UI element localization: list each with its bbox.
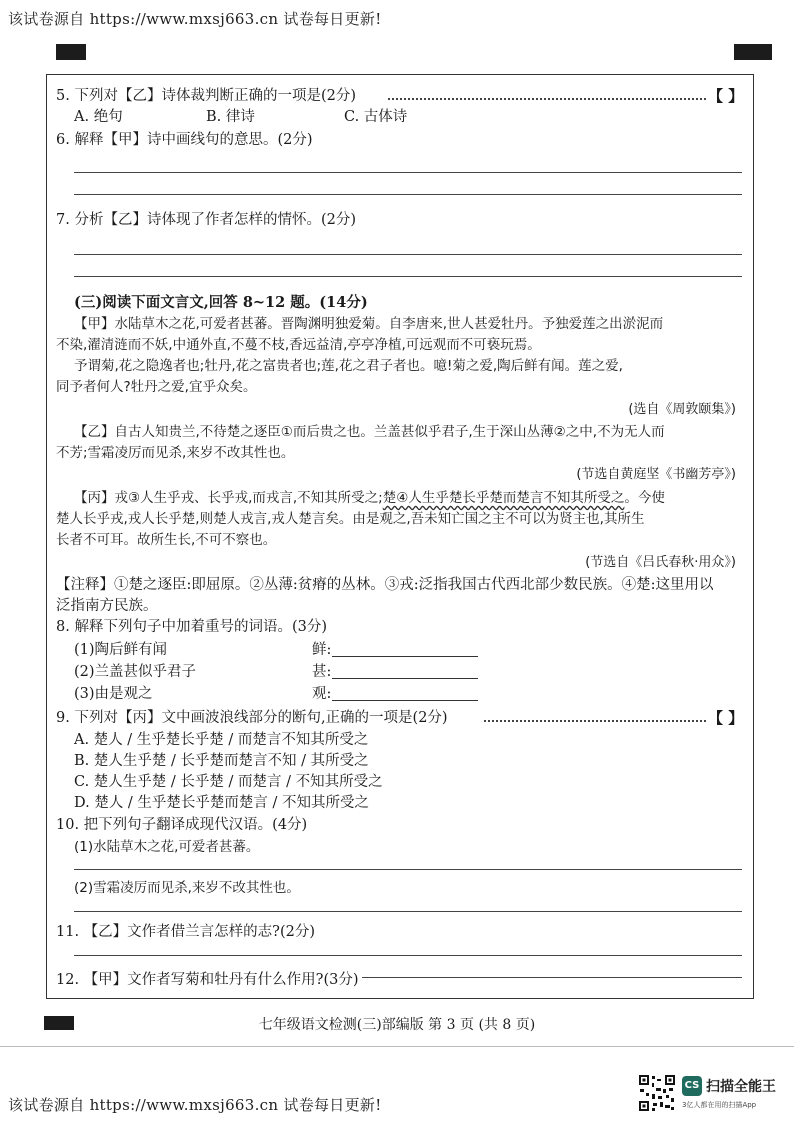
passage-source: (节选自《吕氏春秋·用众》) [585,555,736,570]
passage-jia-line: 同予者何人?牡丹之爱,宜乎众矣。 [56,379,257,395]
question-7: 7. 分析【乙】诗体现了作者怎样的情怀。(2分) [56,212,356,228]
q8-word: 甚: [312,664,332,680]
q9-option: B. 楚人生乎楚 / 长乎楚而楚言不知 / 其所受之 [74,753,369,769]
passage-bing-line: 楚人长乎戎,戎人长乎楚,则楚人戎言,戎人楚言矣。由是观之,吾未知亡国之主不可以为贤主也,其所生 [56,511,645,527]
passage-jia-line: 予谓菊,花之隐逸者也;牡丹,花之富贵者也;莲,花之君子者也。噫!菊之爱,陶后鲜有闻。莲之爱, [74,358,623,374]
q8-word: 观: [312,686,332,702]
answer-line[interactable] [74,955,742,956]
camscanner-logo-icon: CS [682,1076,702,1096]
registration-mark [734,44,772,60]
fill-blank[interactable] [332,678,478,679]
source-banner-bottom: 该试卷源自 https://www.mxsj663.cn 试卷每日更新! [8,1096,382,1114]
notes-line: 【注释】①楚之逐臣:即屈原。②丛薄:贫瘠的丛林。③戎:泛指我国古代西北部少数民族。④楚:这里用以 [56,577,714,593]
question-8: 8. 解释下列句子中加着重号的词语。(3分) [56,619,327,635]
q8-word: 鲜: [312,642,332,658]
q10-sentence: (2)雪霜凌厉而见杀,来岁不改其性也。 [74,880,300,896]
scanner-tagline: 3亿人都在用的扫描App [682,1101,757,1109]
fill-blank[interactable] [332,656,478,657]
page-footer: 七年级语文检测(三)部编版 第 3 页 (共 8 页) [258,1017,536,1033]
answer-line[interactable] [74,276,742,277]
scanner-app-name: 扫描全能王 [706,1079,776,1095]
section-title: (三)阅读下面文言文,回答 8~12 题。(14分) [74,294,368,311]
source-banner-top: 该试卷源自 https://www.mxsj663.cn 试卷每日更新! [8,10,382,28]
wavy-underlined-text: 楚④人生乎楚长乎楚而楚言不知其所受之 [382,490,625,506]
answer-bracket[interactable]: 【 】 [708,709,744,727]
dot-leader [388,98,706,100]
option-a: A. 绝句 [74,109,123,125]
registration-mark [56,44,86,60]
passage-yi-line: 【乙】自古人知贵兰,不待楚之逐臣①而后贵之也。兰盖甚似乎君子,生于深山丛薄②之中,不为无人而 [74,424,665,440]
question-10: 10. 把下列句子翻译成现代汉语。(4分) [56,817,308,833]
passage-bing-text: 【丙】戎③人生乎戎、长乎戎,而戎言,不知其所受之; [74,490,383,506]
passage-jia-line: 【甲】水陆草木之花,可爱者甚蕃。晋陶渊明独爱菊。自李唐来,世人甚爱牡丹。予独爱莲之出淤泥而 [74,316,664,332]
q9-option: A. 楚人 / 生乎楚长乎楚 / 而楚言不知其所受之 [74,732,369,748]
answer-line[interactable] [74,911,742,912]
fill-blank[interactable] [332,700,478,701]
question-6: 6. 解释【甲】诗中画线句的意思。(2分) [56,132,313,148]
passage-jia-line: 不染,濯清涟而不妖,中通外直,不蔓不枝,香远益清,亭亭净植,可远观而不可亵玩焉。 [56,337,541,353]
question-11: 11. 【乙】文作者借兰言怎样的志?(2分) [56,924,315,940]
divider [0,1046,794,1047]
answer-line[interactable] [74,194,742,195]
question-5: 5. 下列对【乙】诗体裁判断正确的一项是(2分) [56,88,356,104]
passage-bing-text: 。今使 [624,490,665,506]
q8-sentence: (3)由是观之 [74,686,153,702]
option-b: B. 律诗 [206,109,255,125]
qr-code-icon[interactable] [638,1074,676,1112]
passage-source: (选自《周敦颐集》) [628,402,736,417]
q10-sentence: (1)水陆草木之花,可爱者甚蕃。 [74,839,260,855]
q9-option: C. 楚人生乎楚 / 长乎楚 / 而楚言 / 不知其所受之 [74,774,383,790]
passage-source: (节选自黄庭坚《书幽芳亭》) [576,467,736,482]
q9-option: D. 楚人 / 生乎楚长乎楚而楚言 / 不知其所受之 [74,795,370,811]
q8-sentence: (2)兰盖甚似乎君子 [74,664,197,680]
q8-sentence: (1)陶后鲜有闻 [74,642,168,658]
passage-bing-line [74,488,665,508]
answer-line[interactable] [74,172,742,173]
notes-line: 泛指南方民族。 [56,598,158,614]
passage-bing-line: 长者不可耳。故所生长,不可不察也。 [56,532,277,548]
option-c: C. 古体诗 [344,109,408,125]
dot-leader [484,720,706,722]
answer-line[interactable] [74,869,742,870]
answer-bracket[interactable]: 【 】 [708,87,744,105]
question-12: 12. 【甲】文作者写菊和牡丹有什么作用?(3分) [56,970,362,990]
passage-yi-line: 不芳;雪霜凌厉而见杀,来岁不改其性也。 [56,445,295,461]
question-9: 9. 下列对【丙】文中画波浪线部分的断句,正确的一项是(2分) [56,710,448,726]
answer-line[interactable] [74,254,742,255]
